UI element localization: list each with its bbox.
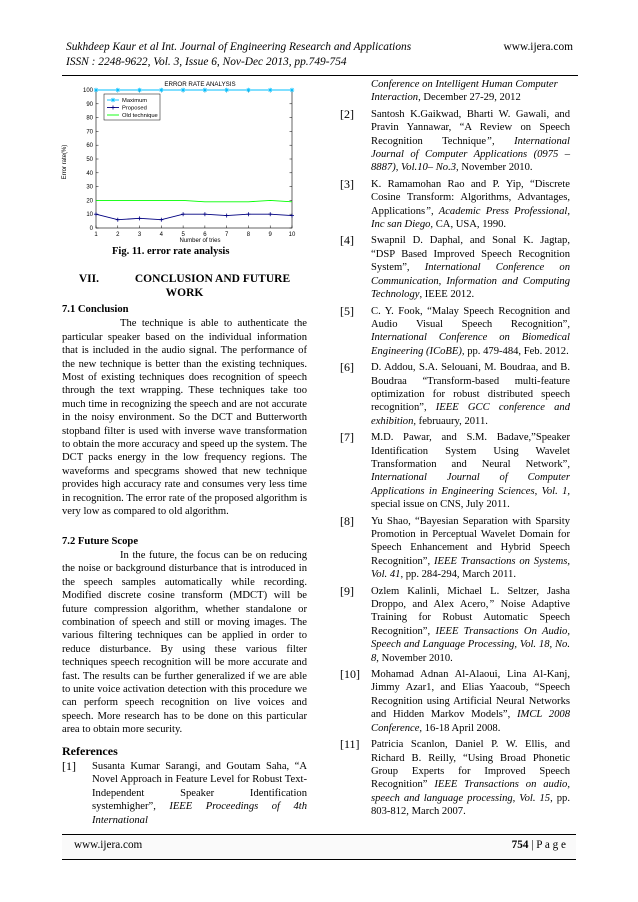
series-maximum (94, 88, 294, 92)
running-header (66, 40, 573, 70)
reference-8: [8] Yu Shao, “Bayesian Separation with Sparsity Promotion in Perceptual Wavelet Domain for Speech Enhancement and Hybrid Speech Recognition”, IEEE Transactions on Systems, Vol. 41, pp. 284-294, March 2011. (340, 513, 570, 581)
legend-label: Old technique (122, 113, 158, 119)
issn-line: ISSN : 2248-9622, Vol. 3, Issue 6, Nov-Dec 2013, pp.749-754 (66, 56, 347, 68)
reference-10: [10] Mohamad Adnan Al-Alaoui, Lina Al-Kanj, Jimmy Azar1, and Elias Yaacoub, “Speech Recognition using Artificial Neural Networks and Hidden Markov Models”, IMCL 2008 Conference, 16-18 April 2008. (340, 667, 570, 734)
left-column (62, 268, 307, 830)
y-tick-label: 60 (86, 143, 93, 150)
section-number: VII. (78, 273, 99, 285)
x-tick-label: 2 (116, 232, 120, 238)
header-url[interactable]: www.ijera.com (503, 41, 573, 53)
chart-x-axis-label: Number of tries (179, 238, 221, 244)
reference-4: [4] Swapnil D. Daphal, and Sonal K. Jagtap, “DSP Based Improved Speech Recognition System”, International Conference on Communication, Information and Computing Technology, IEEE 2012. (340, 233, 570, 301)
x-tick-label: 1 (94, 232, 98, 238)
series-proposed (94, 212, 294, 222)
x-tick-label: 10 (288, 232, 296, 238)
reference-1-continued: Conference on Intelligent Human Computer Interaction, December 27-29, 2012 (371, 79, 558, 104)
reference-7: [7] M.D. Pawar, and S.M. Badave,”Speaker Identification System Using Wavelet Transformation and Neural Network”, International Journal of Computer Applications in Engineering Sciences, Vol. 1, special issue on CNS, July 2011. (340, 430, 571, 511)
reference-number: [1] (62, 759, 76, 773)
y-tick-label: 30 (86, 184, 93, 191)
reference-5: [5] C. Y. Fook, “Malay Speech Recognition and Audio Visual Speech Recognition”, International Conference on Biomedical Engineering (ICoBE), pp. 479-484, Feb. 2012. (340, 303, 570, 357)
y-tick-label: 90 (86, 101, 93, 108)
page-footer (62, 834, 576, 860)
x-tick-label: 9 (268, 232, 272, 238)
y-tick-label: 70 (86, 129, 93, 136)
references-heading: References (62, 743, 118, 758)
page-number: 754 | P a g e (511, 839, 566, 851)
reference-2: [2] Santosh K.Gaikwad, Bharti W. Gawali, and Pravin Yannawar, “A Review on Speech Recognition Technique”, International Journal of Computer Applications (0975 – 8887), Vol.10– No.3, November 2010. (340, 106, 570, 174)
chart-legend (104, 94, 160, 120)
error-rate-chart (60, 76, 310, 246)
y-tick-label: 10 (86, 212, 93, 219)
chart-y-axis-label: Error rate(%) (62, 144, 68, 180)
conclusion-paragraph: The technique is able to authenticate the particular speaker based on the individual information that is included in the audio signal. The performance of the new technique is better than the existing techniques. Most of existing techniques does recognition of speech through the text wrapping. These techniques take too much time in recognizing the speech and are not accurate in the noisy environment. So the DCT and Butterworth stopband filter is used with inverse wave transformation to obtain the more accuracy and speed up the system. The DCT packs energy in the low frequency regions. The waveforms and specgrams showed that new technique provides high accuracy rate and consumes very less time in recognition. The error rate of the proposed algorithm is very low as compared to old algorithm. (62, 318, 307, 518)
section-title-line1: CONCLUSION AND FUTURE (134, 273, 291, 285)
journal-citation: Sukhdeep Kaur et al Int. Journal of Engineering Research and Applications (66, 41, 412, 53)
conclusion-heading: 7.1 Conclusion (62, 304, 129, 315)
figure-11 (60, 76, 310, 246)
x-tick-label: 6 (203, 232, 207, 238)
section-heading (62, 272, 307, 300)
x-tick-label: 3 (137, 232, 142, 238)
right-column (340, 78, 570, 822)
y-tick-label: 40 (86, 170, 93, 177)
future-scope-paragraph: In the future, the focus can be on reducing the noise or background disturbance that is introduced in the speech samples automatically while recording. Modified discrete cosine transform (MDCT) will be future compression algorithm, whether standalone or combination of speech and still or moving images. The various filtering techniques can be applied in order to reduce disturbance. By using these various filter techniques speech recognition will be more accurate and fast. The results can be further generalized if we are able to unite voice activation detection with this procedure we can perform speech recognition on live voices and speech. More research has to be done on this particular area to obtain more security. (62, 549, 307, 736)
y-tick-label: 0 (89, 226, 93, 232)
chart-title: ERROR RATE ANALYSIS (164, 81, 236, 88)
reference-3: [3] K. Ramamohan Rao and P. Yip, “Discrete Cosine Transform: Algorithms, Advantages, Applications”, Academic Press Professional, Inc san Diego, CA, USA, 1990. (340, 176, 570, 231)
x-tick-label: 4 (159, 232, 164, 238)
x-tick-label: 5 (181, 232, 185, 238)
future-scope-heading: 7.2 Future Scope (62, 535, 139, 547)
reference-1: [1] Susanta Kumar Sarangi, and Goutam Saha, “A Novel Approach in Feature Level for Robust Text-Independent Speaker Identification systemhigher”, IEEE Proceedings of 4th International (62, 759, 307, 826)
series-line (96, 214, 292, 220)
series-line (96, 200, 292, 201)
x-tick-label: 7 (224, 232, 229, 238)
legend-label: Proposed (122, 105, 147, 112)
reference-11: [11] Patricia Scanlon, Daniel P. W. Ellis, and Richard B. Reilly, “Using Broad Phonetic Group Experts for Improved Speech Recognition” IEEE Transactions on audio, speech and language processing, Vol. 15, pp. 803-812, March 2007. (340, 737, 570, 818)
y-tick-label: 50 (86, 157, 93, 163)
reference-9: [9] Ozlem Kalinli, Michael L. Seltzer, Jasha Droppo, and Alex Acero,” Noise Adaptive Training for Robust Automatic Speech Recognition”, IEEE Transactions On Audio, Speech and Language Processing, Vol. 18, No. 8, November 2010. (340, 583, 570, 664)
legend-label: Maximum (122, 98, 148, 104)
y-tick-label: 20 (86, 198, 93, 205)
figure-caption: Fig. 11. error rate analysis (112, 246, 230, 257)
y-tick-label: 80 (86, 115, 93, 122)
x-tick-label: 8 (246, 232, 251, 238)
footer-url[interactable]: www.ijera.com (74, 839, 143, 851)
series-old-technique (96, 200, 292, 201)
y-tick-label: 100 (82, 88, 93, 94)
section-title-line2: WORK (165, 287, 204, 299)
reference-6: [6] D. Addou, S.A. Selouani, M. Boudraa, and B. Boudraa “Transform-based multi-feature optimization for robust distributed speech recognition”, IEEE GCC conference and exhibition, februaury, 2011. (340, 360, 570, 427)
